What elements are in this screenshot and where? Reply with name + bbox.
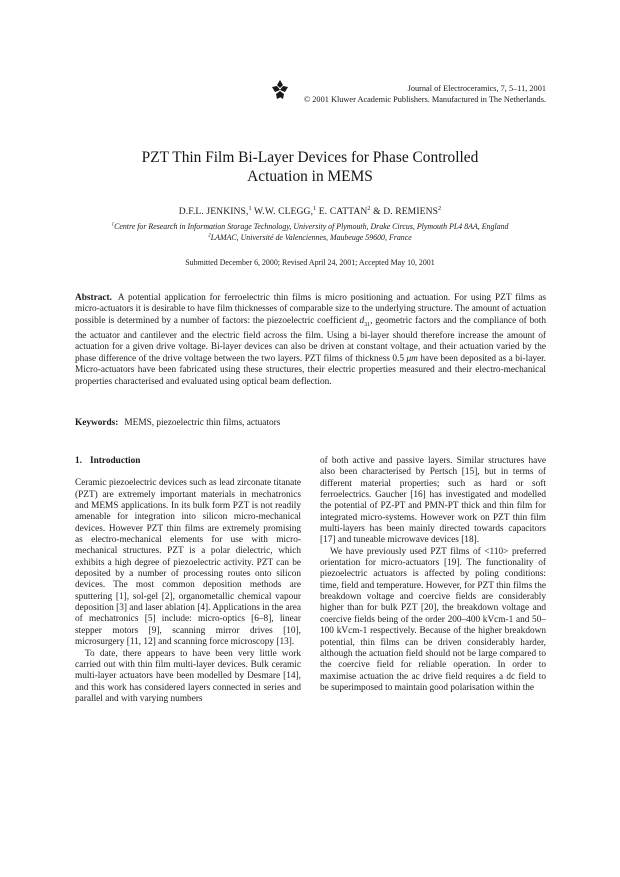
paper-title: PZT Thin Film Bi-Layer Devices for Phase Controlled Actuation in MEMS xyxy=(141,149,479,185)
affiliation-1: $^1$Centre for Research in Information Storage Technology, University of Plymouth, Drake Circus, Plymouth PL4 8AA, England xyxy=(111,221,509,231)
paragraph: We have previously used PZT films of <110> preferred orientation for micro-actuators [19]. The functionality of piezoelectric actuators is affected by poling conditions: time, field and temperature. However, for PZT thin films the breakdown voltage and coercive fields are considerably higher than for bulk PZT [20], the breakdown voltage and coercive fields being of the order 200–400 kVcm-1 and 50–100 kVcm-1 respectively. Because of the higher breakdown potential, thin films can be driven considerably harder, although the actuation field should not be large compared to the coercive field for reliable operation. In order to maximise actuation the ac drive field requires a dc field to be superimposed to maintain good polarisation within the xyxy=(320,546,546,693)
paragraph: of both active and passive layers. Similar structures have also been characterised by Pertsch [15], but in terms of different material properties; such as hard or soft ferroelectrics. Gaucher [16] has investigated and modelled the potential of PZ-PT and PMN-PT thick and thin film for integrated micro-systems. However work on PZT thin film multi-layers has been mainly directed towards capacitors [17] and tuneable microwave devices [18]. xyxy=(320,456,546,546)
affiliations xyxy=(60,222,560,243)
paragraph: To date, there appears to have been very little work carried out with thin film multi-layer devices. Bulk ceramic multi-layer actuators have been modelled by Desmare [14], and this work has considered layers connected in series and parallel and with varying numbers xyxy=(75,648,301,704)
right-column xyxy=(320,456,546,694)
section-heading: 1. Introduction xyxy=(75,456,141,466)
paragraph: Ceramic piezoelectric devices such as lead zirconate titanate (PZT) are extremely important materials in mechatronics and MEMS applications. In its bulk form PZT is not readily amenable for integration into silicon micro-mechanical devices. However PZT thin films are extremely promising as electro-mechanical elements for use with micro-mechanical structures. PZT is a polar dielectric, which exhibits a high degree of piezoelectric activity. PZT can be deposited by a number of processing routes onto silicon devices. The most common deposition methods are sputtering [1], sol-gel [2], organometallic chemical vapour deposition [3] and laser ablation [4]. Applications in the area of mechatronics [5] include: micro-optics [6–8], linear stepper motors [9], scanning mirror drives [10], microsurgery [11, 12] and scanning force microscopy [13]. xyxy=(75,478,301,648)
abstract: Abstract. A potential application for ferroelectric thin films is micro positioning and actuation. For using PZT films as micro-actuators it is desirable to have film thicknesses of comparable size to the underlying structure. The amount of actuation possible is determined by a number of factors: the piezoelectric coefficient $d_{31}$, geometric factors and the compliance of both the actuator and cantilever and the electric field across the film. Using a bi-layer should therefore increase the amount of actuation for a given drive voltage. Bi-layer devices can also be driven at constant voltage, and their actuation varied by the phase difference of the drive voltage between the two layers. PZT films of thickness 0.5 μm have been deposited as a bi-layer. Micro-actuators have been fabricated using these structures, their electric properties measured and their electro-mechanical properties characterised and evaluated using optical beam deflection. xyxy=(75,293,547,387)
abstract-label: Abstract. xyxy=(75,293,112,303)
publisher-logo-icon xyxy=(271,79,289,101)
keywords: Keywords: MEMS, piezoelectric thin films, actuators xyxy=(75,418,281,428)
submission-dates: Submitted December 6, 2000; Revised April 24, 2001; Accepted May 10, 2001 xyxy=(185,258,435,267)
affiliation-2: $^2$LAMAC, Université de Valenciennes, Maubeuge 59600, France xyxy=(208,231,412,242)
left-column xyxy=(75,456,301,705)
journal-header xyxy=(304,84,546,105)
keywords-label: Keywords: xyxy=(75,418,119,428)
author-list: D.F.L. JENKINS,$^1$ W.W. CLEGG,$^1$ E. CATTAN$^2$ & D. REMIENS$^2$ xyxy=(178,204,442,217)
copyright-notice: © 2001 Kluwer Academic Publishers. Manufactured in The Netherlands. xyxy=(303,94,546,104)
journal-citation: Journal of Electroceramics, 7, 5–11, 2001 xyxy=(407,84,546,93)
